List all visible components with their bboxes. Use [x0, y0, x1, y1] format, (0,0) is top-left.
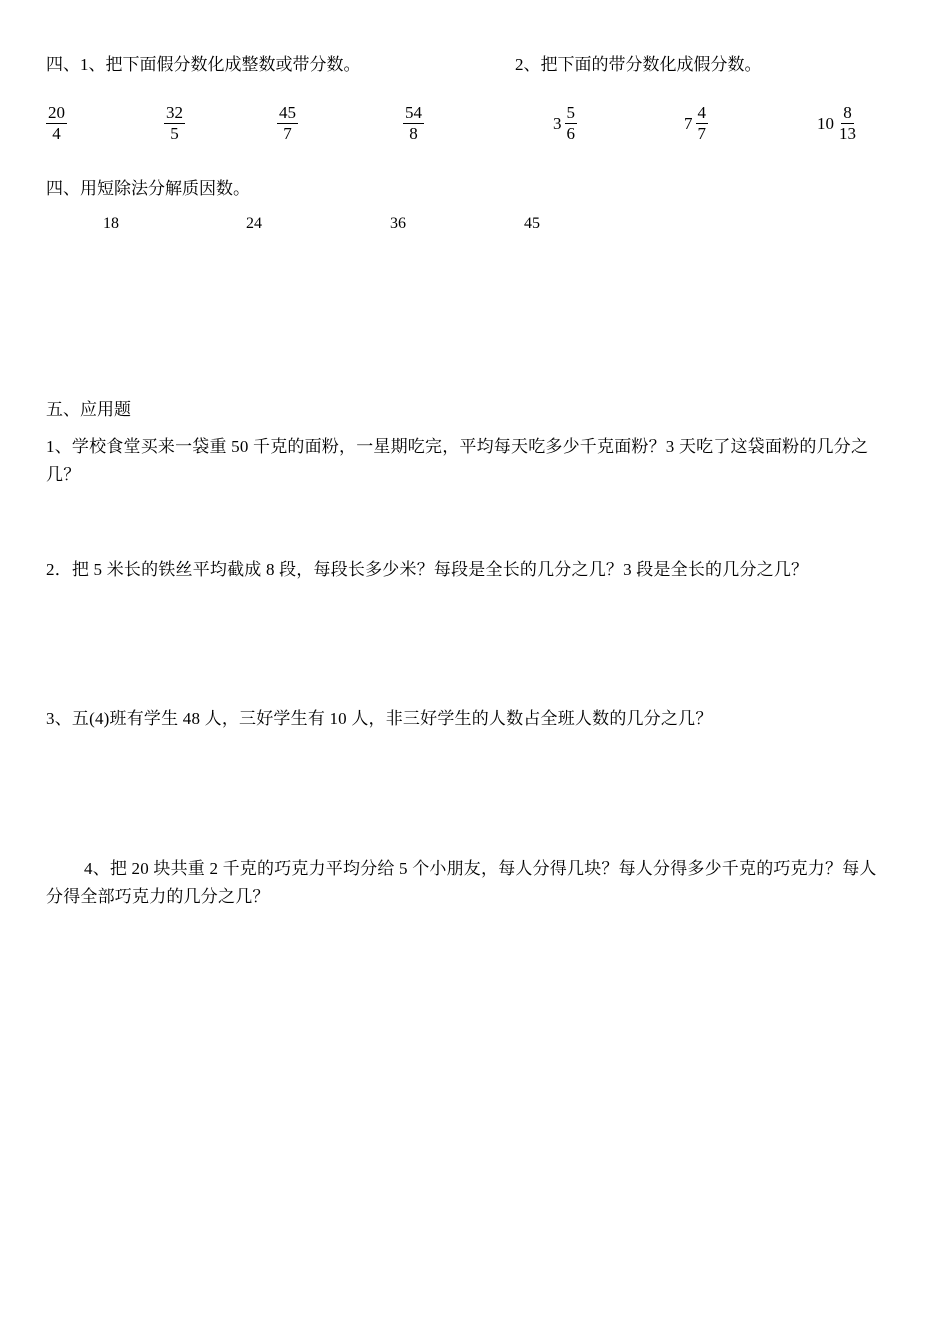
- fraction-numerator: 45: [279, 103, 296, 122]
- mixed-whole: 7: [684, 113, 693, 133]
- fraction-numerator: 4: [697, 103, 706, 122]
- fraction-denominator: 8: [409, 124, 418, 143]
- factor-number-3: 36: [390, 215, 406, 232]
- fraction-denominator: 4: [52, 124, 61, 143]
- fraction-denominator: 7: [283, 124, 292, 143]
- fraction-numerator: 20: [48, 103, 65, 122]
- question-4: 4、把 20 块共重 2 千克的巧克力平均分给 5 个小朋友，每人分得几块？每人分得多少千克的巧克力？每人分得全部巧克力的几分之几？: [46, 859, 877, 906]
- fraction-numerator: 32: [166, 103, 183, 122]
- improper-fraction-4: [403, 103, 424, 144]
- factor-number-1: 18: [103, 215, 119, 232]
- section4b-title: 四、用短除法分解质因数。: [46, 179, 250, 198]
- fraction-denominator: 6: [566, 124, 575, 143]
- mixed-number-2: [684, 103, 708, 144]
- mixed-whole: 10: [817, 113, 834, 133]
- factor-number-4: 45: [524, 215, 540, 232]
- improper-fraction-1: [46, 103, 67, 144]
- improper-fraction-2: [164, 103, 185, 144]
- mixed-number-1: [553, 103, 577, 144]
- fraction-numerator: 54: [405, 103, 422, 122]
- fraction-numerator: 8: [843, 103, 852, 122]
- fraction-numerator: 5: [566, 103, 575, 122]
- mixed-fraction: [696, 103, 709, 144]
- question-2: 2．把 5 米长的铁丝平均截成 8 段，每段长多少米？每段是全长的几分之几？3 段是全长的几分之几？: [46, 560, 809, 579]
- fraction-denominator: 5: [170, 124, 179, 143]
- factor-number-2: 24: [246, 215, 262, 232]
- question-1: 1、学校食堂买来一袋重 50 千克的面粉，一星期吃完，平均每天吃多少千克面粉？3 天吃了这袋面粉的几分之几？: [46, 437, 869, 484]
- section4-1-title: 四、1、把下面假分数化成整数或带分数。: [46, 55, 361, 74]
- mixed-fraction: [837, 103, 858, 144]
- mixed-fraction: [565, 103, 578, 144]
- section5-title: 五、应用题: [46, 400, 131, 419]
- mixed-number-3: [817, 103, 858, 144]
- fraction-denominator: 7: [697, 124, 706, 143]
- question-3: 3、五(4)班有学生 48 人，三好学生有 10 人，非三好学生的人数占全班人数的几分之几？: [46, 709, 713, 728]
- section4-2-title: 2、把下面的带分数化成假分数。: [515, 55, 762, 74]
- improper-fraction-3: [277, 103, 298, 144]
- fraction-denominator: 13: [839, 124, 856, 143]
- mixed-whole: 3: [553, 113, 562, 133]
